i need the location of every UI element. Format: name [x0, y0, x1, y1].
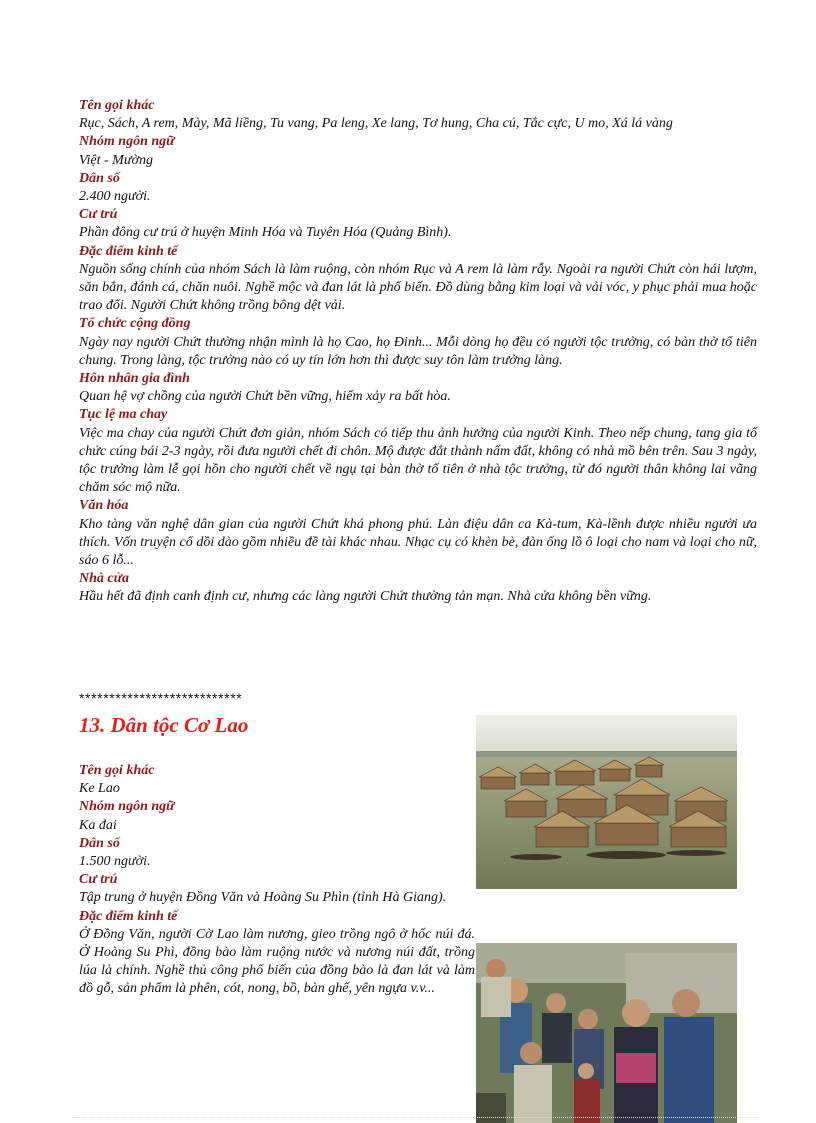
text-language-group-2: Ka đai — [79, 817, 117, 833]
people-photo — [476, 943, 737, 1123]
heading-residence: Cư trú — [79, 207, 118, 223]
text-other-names-2: Ke Lao — [79, 781, 120, 797]
text-population: 2.400 người. — [79, 189, 151, 205]
heading-residence-2: Cư trú — [79, 872, 118, 888]
heading-population: Dân số — [79, 170, 120, 186]
heading-economy: Đặc điểm kinh tế — [79, 243, 178, 259]
text-economy: Nguồn sống chính của nhóm Sách là làm ruộng, còn nhóm Rục và A rem là làm rẫy. Ngoài ra người Chứt còn hái lượm, săn bắn, đánh cá, chăn nuôi. Nghề mộc và đan lát là phổ biến. Đồ dùng bằng kim loại và vải vóc, y phục phải mua hoặc trao đổi. Người Chứt không trồng bông dệt vải. — [79, 261, 757, 314]
text-residence-2: Tập trung ở huyện Đồng Văn và Hoàng Su Phìn (tỉnh Hà Giang). — [79, 890, 447, 906]
text-economy-2: Ở Đồng Văn, người Cờ Lao làm nương, gieo trồng ngô ở hốc núi đá. Ở Hoàng Su Phì, đồng bào làm ruộng nước và nương núi đất, trồng lúa là chính. Nghề thủ công phổ biến của đồng bào là đan lát và làm đồ gỗ, sản phẩm là phên, cót, nong, bồ, bàn ghế, yên ngựa v.v... — [79, 926, 475, 997]
heading-population-2: Dân số — [79, 835, 120, 851]
heading-other-names-2: Tên gọi khác — [79, 763, 155, 778]
text-language-group: Việt - Mường — [79, 152, 153, 168]
heading-funeral: Tục lệ ma chay — [79, 407, 168, 423]
colao-section — [79, 762, 475, 999]
heading-housing: Nhà cửa — [79, 571, 129, 587]
floating-village-photo — [476, 715, 737, 889]
heading-language-group: Nhóm ngôn ngữ — [79, 134, 175, 150]
heading-economy-2: Đặc điểm kinh tế — [79, 908, 178, 924]
text-other-names: Rục, Sách, A rem, Mày, Mã liềng, Tu vang, Pa leng, Xe lang, Tơ hung, Cha cú, Tắc cực, U mo, Xá lá vàng — [79, 116, 673, 132]
text-culture: Kho tàng văn nghệ dân gian của người Chứt khá phong phú. Làn điệu dân ca Kà-tum, Kà-lềnh được nhiều người ưa thích. Vốn truyện cổ dồi dào gồm nhiều đề tài khác nhau. Nhạc cụ có khèn bè, đàn ống lồ ô loại cho nam và loại cho nữ, sáo 6 lỗ... — [79, 516, 757, 569]
text-residence: Phần đông cư trú ở huyện Minh Hóa và Tuyên Hóa (Quảng Bình). — [79, 225, 452, 241]
section-title: 13. Dân tộc Cơ Lao — [79, 713, 249, 737]
heading-other-names: Tên gọi khác — [79, 98, 155, 113]
text-population-2: 1.500 người. — [79, 854, 151, 870]
heading-language-group-2: Nhóm ngôn ngữ — [79, 799, 175, 815]
heading-culture: Văn hóa — [79, 498, 129, 514]
page-bottom-divider — [72, 1117, 760, 1118]
heading-marriage: Hôn nhân gia đình — [79, 371, 190, 387]
text-funeral: Việc ma chay của người Chứt đơn giản, nhóm Sách có tiếp thu ảnh hưởng của người Kinh. Theo nếp chung, tang gia tổ chức cúng bái 2-3 ngày, rồi đưa người chết đi chôn. Mộ được đắt thành nấm đất, không có nhà mồ bên trên. Sau 3 ngày, tộc trưởng làm lễ gọi hồn cho người chết về ngụ tại bàn thờ tổ tiên ở nhà tộc trưởng, từ đó người thân không lai vãng chăm sóc mộ nữa. — [79, 425, 757, 496]
text-marriage: Quan hệ vợ chồng của người Chứt bền vững, hiếm xảy ra bất hòa. — [79, 389, 451, 405]
text-community: Ngày nay người Chứt thường nhận mình là họ Cao, họ Đinh... Mỗi dòng họ đều có người tộc trưởng, có bàn thờ tổ tiên chung. Trong làng, tộc trưởng nào có uy tín lớn hơn thì được suy tôn làm trưởng làng. — [79, 334, 757, 368]
separator: *************************** — [79, 690, 243, 706]
text-housing: Hầu hết đã định canh định cư, nhưng các làng người Chứt thường tản mạn. Nhà cửa không bền vững. — [79, 589, 652, 605]
chut-section — [79, 97, 757, 607]
heading-community: Tổ chức cộng đồng — [79, 316, 191, 332]
